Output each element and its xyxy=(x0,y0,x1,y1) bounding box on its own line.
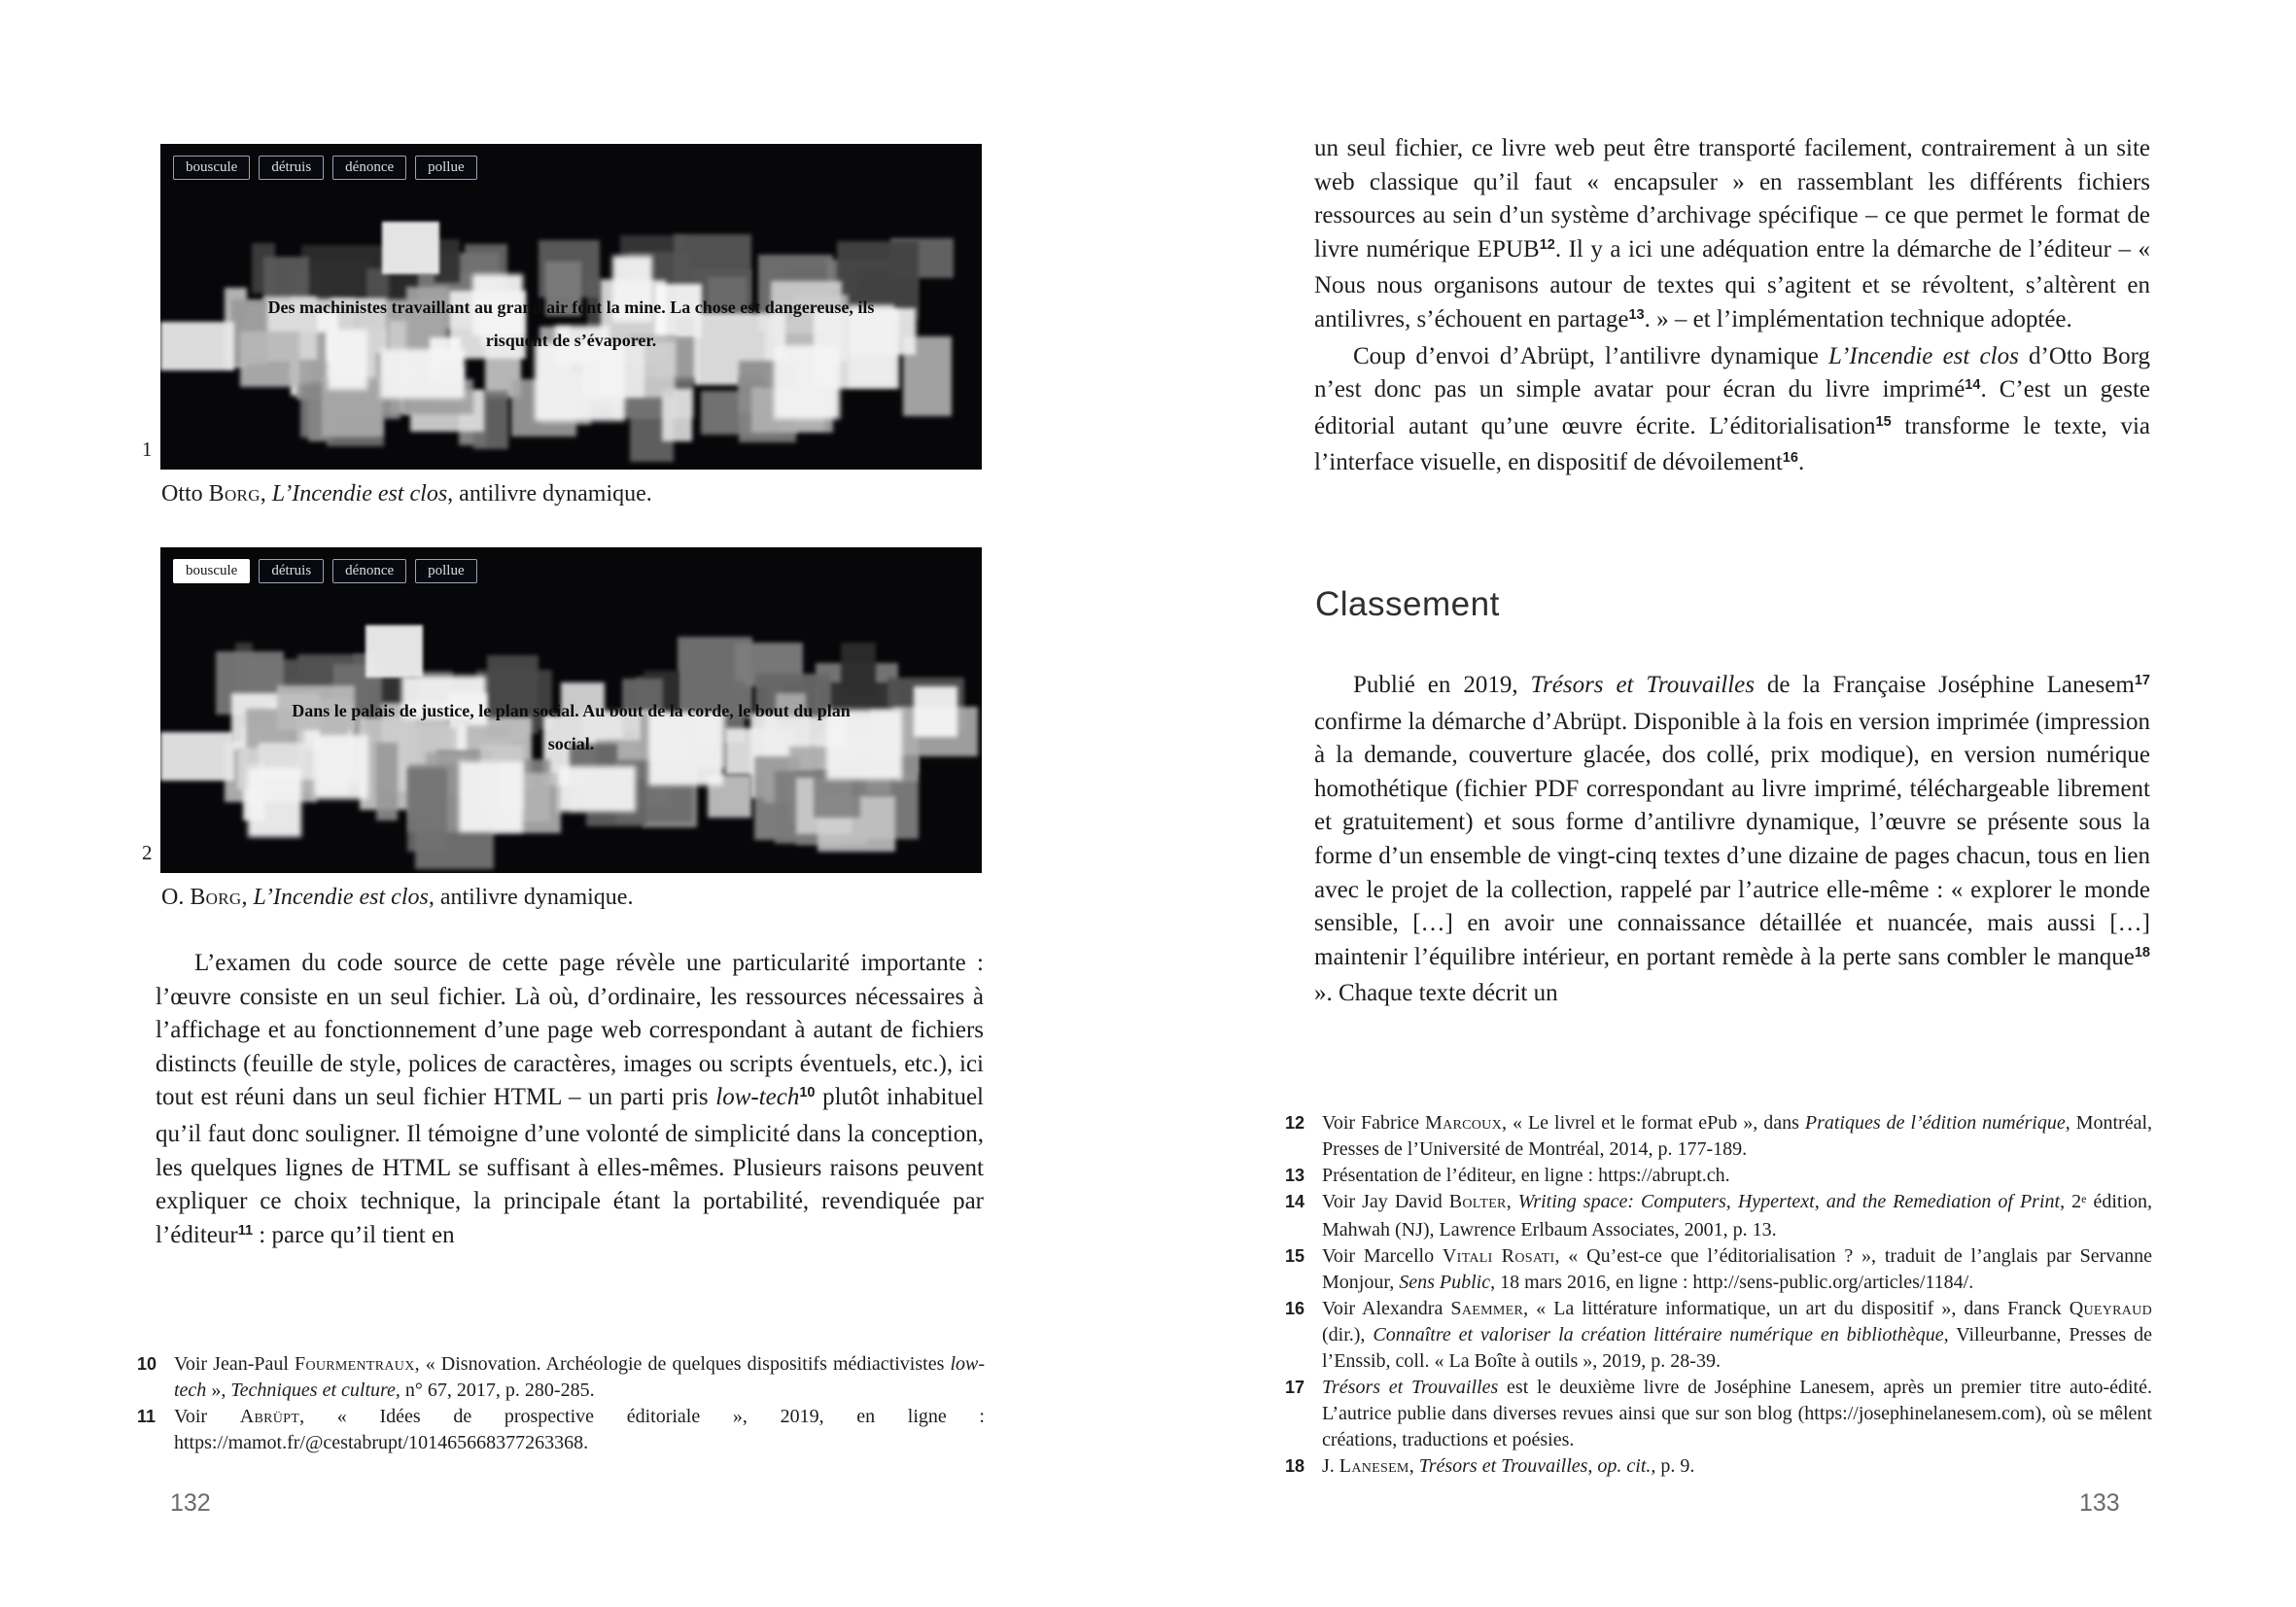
footnote-number: 14 xyxy=(1285,1192,1305,1211)
text-segment: confirme la démarche d’Abrüpt. Disponible à la fois en version imprimée (impression à la demande, couverture glacée, dos collé, prix modique), en version numérique homothétique (fichier PDF correspondant au livre imprimé, téléchargeable librement et gratuitement) et sous forme d’antilivre dynamique, l’œuvre se présente sous la forme d’un ensemble de vingt-cinq textes d’une dizaine de pages chacun, tous en lien avec le projet de la collection, rappelé par l’autrice elle-même : « explorer le monde sensible, […] en avoir une connaissance détaillée et nuancée, mais aussi […] maintenir l’équilibre intérieur, en portant remède à la perte sans combler le manque xyxy=(1314,708,2150,970)
text-segment: Trésors et Trouvailles xyxy=(1418,1455,1588,1477)
page-number-left: 132 xyxy=(170,1489,211,1517)
text-segment: Otto xyxy=(161,481,209,507)
text-segment: Publié en 2019, xyxy=(1353,672,1531,698)
text-segment: 18 xyxy=(2134,944,2150,961)
artwork-texture-block xyxy=(248,768,302,837)
paragraph xyxy=(156,947,984,1255)
figure-1-antilivre-screenshot xyxy=(160,144,982,470)
text-segment: ». Chaque texte décrit un xyxy=(1314,980,1558,1007)
artwork-sentence: Dans le palais de justice, le plan social. Au bout de la corde, le bout du plan social. xyxy=(292,700,851,753)
text-segment: e xyxy=(2081,1191,2087,1205)
text-segment: , 18 mars 2016, en ligne : http://sens-public.org/articles/1184/. xyxy=(1490,1272,1974,1293)
artwork-button-row xyxy=(173,156,477,180)
section-heading: Classement xyxy=(1315,585,1500,623)
footnote-number: 12 xyxy=(1285,1113,1305,1133)
artwork-texture-block xyxy=(160,322,234,370)
text-segment: 17 xyxy=(2134,673,2150,689)
text-segment: Abrüpt xyxy=(239,1406,300,1427)
footnote-number: 11 xyxy=(137,1407,157,1426)
text-segment: Connaître et valoriser la création littéraire numérique en bibliothèque xyxy=(1373,1324,1944,1345)
text-segment: L’examen du code source de cette page révèle une particularité importante : l’œuvre consiste en un seul fichier. Là où, d’ordinaire, les ressources nécessaires à l’affichage et au fonctionnement d’une page web correspondant à autant de fichiers distincts (feuille de style, polices de caractères, images ou scripts éventuels, etc.), ici tout est réuni dans un seul fichier HTML – un parti pris xyxy=(156,950,984,1111)
text-segment: de la Française Joséphine Lanesem xyxy=(1755,672,2135,698)
text-segment: , « La littérature informatique, un art du dispositif », dans Franck xyxy=(1523,1298,2070,1319)
text-segment: 12 xyxy=(1539,236,1555,253)
text-segment: , xyxy=(260,481,272,507)
text-segment: , p. 9. xyxy=(1651,1455,1695,1477)
artwork-texture-block xyxy=(380,349,465,398)
artwork-texture-block xyxy=(774,345,840,419)
text-segment: Voir Fabrice xyxy=(1322,1112,1425,1134)
footnote-15 xyxy=(1285,1243,2152,1296)
text-segment: , xyxy=(1506,1191,1518,1212)
artwork-texture-block xyxy=(407,768,447,852)
footnotes-right-page xyxy=(1285,1110,2152,1480)
text-segment: Fourmentraux xyxy=(295,1353,415,1375)
text-segment: un seul fichier, ce livre web peut être transporté facilement, contrairement à un site web classique qu’il faut « encapsuler » en rassemblant les différents fichiers ressources au sein d’un système d’archivage spécifique – ce que permet le format de livre numérique EPUB xyxy=(1314,135,2150,262)
text-segment: 13 xyxy=(1628,307,1645,323)
paragraph xyxy=(1314,669,2150,1011)
footnote-number: 13 xyxy=(1285,1166,1305,1185)
text-segment: , xyxy=(1587,1455,1598,1477)
text-segment: Voir Jay David xyxy=(1322,1191,1449,1212)
text-segment: Coup d’envoi d’Abrüpt, l’antilivre dynamique xyxy=(1353,342,1829,369)
text-segment: L’Incendie est clos xyxy=(1828,342,2019,369)
artwork-button-pollue[interactable]: pollue xyxy=(415,156,477,180)
text-segment: Voir Marcello xyxy=(1322,1245,1443,1267)
artwork-button-row xyxy=(173,559,477,583)
text-segment: Bolter xyxy=(1448,1191,1507,1212)
text-segment: Voir xyxy=(174,1406,240,1427)
footnote-17 xyxy=(1285,1375,2152,1453)
text-segment: Sens Public xyxy=(1399,1272,1491,1293)
text-segment: Techniques et culture xyxy=(230,1380,396,1401)
artwork-texture-block xyxy=(365,625,423,678)
figure-caption xyxy=(161,885,983,911)
text-segment: J. xyxy=(1322,1455,1339,1477)
text-segment: , « Le livrel et le format ePub », dans xyxy=(1502,1112,1805,1134)
text-segment: : parce qu’il tient en xyxy=(253,1221,455,1248)
figure-number: 2 xyxy=(142,841,153,864)
body-text-right-page xyxy=(1314,132,2150,483)
text-segment: Borg xyxy=(190,885,242,910)
artwork-texture-block xyxy=(382,222,439,274)
text-segment: , antilivre dynamique. xyxy=(447,481,652,507)
text-segment: Trésors et Trouvailles xyxy=(1530,672,1755,698)
text-segment: 14 xyxy=(1965,377,1981,394)
text-segment: 10 xyxy=(799,1085,816,1101)
text-segment: , « Idées de prospective éditoriale », 2019, en ligne : https://mamot.fr/@cestabrupt/101465668377263368. xyxy=(174,1406,985,1453)
artwork-texture-block xyxy=(160,732,234,781)
text-segment: est le deuxième livre de Joséphine Lanesem, après un premier titre auto-édité. L’autrice publie dans diverses revues ainsi que sur son blog (https://josephinelanesem.com), où se mêlent créations, traductions et poésies. xyxy=(1322,1377,2152,1450)
text-segment: . C’est un geste éditorial autant qu’une œuvre écrite. L’éditorialisation xyxy=(1314,376,2151,439)
footnote-18 xyxy=(1285,1453,2152,1480)
paragraph xyxy=(1314,340,2150,483)
text-segment: (dir.), xyxy=(1322,1324,1374,1345)
text-segment: 15 xyxy=(1875,413,1892,430)
figure-2-antilivre-screenshot xyxy=(160,547,982,873)
figure-number: 1 xyxy=(142,437,153,461)
section-body-text xyxy=(1314,669,2150,1011)
footnote-10 xyxy=(137,1351,985,1404)
text-segment: low-tech xyxy=(174,1353,986,1401)
footnote-number: 15 xyxy=(1285,1246,1305,1266)
text-segment: O. xyxy=(161,885,191,910)
text-segment: plutôt inhabituel qu’il faut donc souligner. Il témoigne d’une volonté de simplicité dans la conception, les quelques lignes de HTML se suffisant à elles-mêmes. Plusieurs raisons peuvent expliquer ce choix technique, la principale étant la portabilité, revendiquée par l’éditeur xyxy=(156,1084,984,1248)
text-segment: , « Qu’est-ce que l’éditorialisation ? », traduit de l’anglais par Servanne Monjour, xyxy=(1322,1245,2153,1293)
text-segment: , antilivre dynamique. xyxy=(428,885,634,910)
artwork-button-pollue[interactable]: pollue xyxy=(415,559,477,583)
text-segment: . xyxy=(1797,449,1805,476)
text-segment: L’Incendie est clos xyxy=(271,481,448,507)
footnote-number: 18 xyxy=(1285,1456,1305,1476)
artwork-button-détruis[interactable]: détruis xyxy=(259,559,324,583)
text-segment: , Villeurbanne, Presses de l’Enssib, coll. « La Boîte à outils », 2019, p. 28-39. xyxy=(1322,1324,2153,1372)
artwork-button-détruis[interactable]: détruis xyxy=(259,156,324,180)
footnote-14 xyxy=(1285,1189,2152,1243)
footnote-16 xyxy=(1285,1296,2152,1375)
text-segment: . Il y a ici une adéquation entre la démarche de l’éditeur – « Nous nous organisons autour de textes qui s’agitent et se révoltent, s’altèrent en antilivres, s’échouent en partage xyxy=(1314,235,2150,332)
artwork-texture-block xyxy=(459,761,523,832)
text-segment: d’Otto Borg n’est donc pas un simple avatar pour écran du livre imprimé xyxy=(1314,342,2150,403)
text-segment: Vitali Rosati xyxy=(1442,1245,1555,1267)
text-segment: , n° 67, 2017, p. 280-285. xyxy=(395,1380,595,1401)
text-segment: Trésors et Trouvailles xyxy=(1322,1377,1499,1398)
artwork-texture-block xyxy=(558,766,636,812)
footnote-13 xyxy=(1285,1163,2152,1189)
text-segment: Saemmer xyxy=(1450,1298,1524,1319)
text-segment: Lanesem xyxy=(1339,1455,1409,1477)
body-text-left-page xyxy=(156,947,984,1255)
text-segment: Queyraud xyxy=(2069,1298,2152,1319)
text-segment: Borg xyxy=(208,481,261,507)
footnotes-left-page xyxy=(137,1351,985,1456)
artwork-texture-block xyxy=(914,686,957,738)
text-segment: Writing space: Computers, Hypertext, and the Remediation of Print xyxy=(1517,1191,2061,1212)
artwork-button-dénonce[interactable]: dénonce xyxy=(332,156,406,180)
artwork-button-bouscule[interactable]: bouscule xyxy=(173,559,250,583)
artwork-button-dénonce[interactable]: dénonce xyxy=(332,559,406,583)
text-segment: , xyxy=(1409,1455,1419,1477)
text-segment: Pratiques de l’édition numérique xyxy=(1804,1112,2066,1134)
footnote-number: 17 xyxy=(1285,1378,1305,1397)
text-segment: low-tech xyxy=(715,1084,800,1111)
text-segment: 11 xyxy=(237,1222,254,1239)
text-segment: , « Disnovation. Archéologie de quelques dispositifs médiactivistes xyxy=(414,1353,951,1375)
text-segment: Voir Alexandra xyxy=(1322,1298,1451,1319)
text-segment: 16 xyxy=(1782,450,1798,467)
text-segment: op. cit. xyxy=(1597,1455,1652,1477)
figure-caption xyxy=(161,481,983,507)
footnote-number: 10 xyxy=(137,1354,157,1374)
footnote-12 xyxy=(1285,1110,2152,1163)
paragraph xyxy=(1314,132,2150,340)
footnote-11 xyxy=(137,1404,985,1456)
text-segment: , 2 xyxy=(2060,1191,2082,1212)
text-segment: . » – et l’implémentation technique adoptée. xyxy=(1644,305,2072,332)
text-segment: , Montréal, Presses de l’Université de Montréal, 2014, p. 177-189. xyxy=(1322,1112,2153,1160)
page-number-right: 133 xyxy=(2079,1489,2120,1517)
artwork-sentence: Des machinistes travaillant au grand air font la mine. La chose est dangereuse, ils risquent de s’évaporer. xyxy=(267,297,875,350)
text-segment: édition, Mahwah (NJ), Lawrence Erlbaum Associates, 2001, p. 13. xyxy=(1322,1191,2153,1240)
text-segment: Présentation de l’éditeur, en ligne : https://abrupt.ch. xyxy=(1322,1165,1730,1186)
text-segment: Voir Jean-Paul xyxy=(174,1353,296,1375)
artwork-button-bouscule[interactable]: bouscule xyxy=(173,156,250,180)
text-segment: », xyxy=(206,1380,231,1401)
footnote-number: 16 xyxy=(1285,1299,1305,1318)
text-segment: transforme le texte, via l’interface visuelle, en dispositif de dévoilement xyxy=(1314,412,2150,476)
text-segment: , xyxy=(241,885,254,910)
text-segment: Marcoux xyxy=(1425,1112,1503,1134)
text-segment: L’Incendie est clos xyxy=(253,885,429,910)
